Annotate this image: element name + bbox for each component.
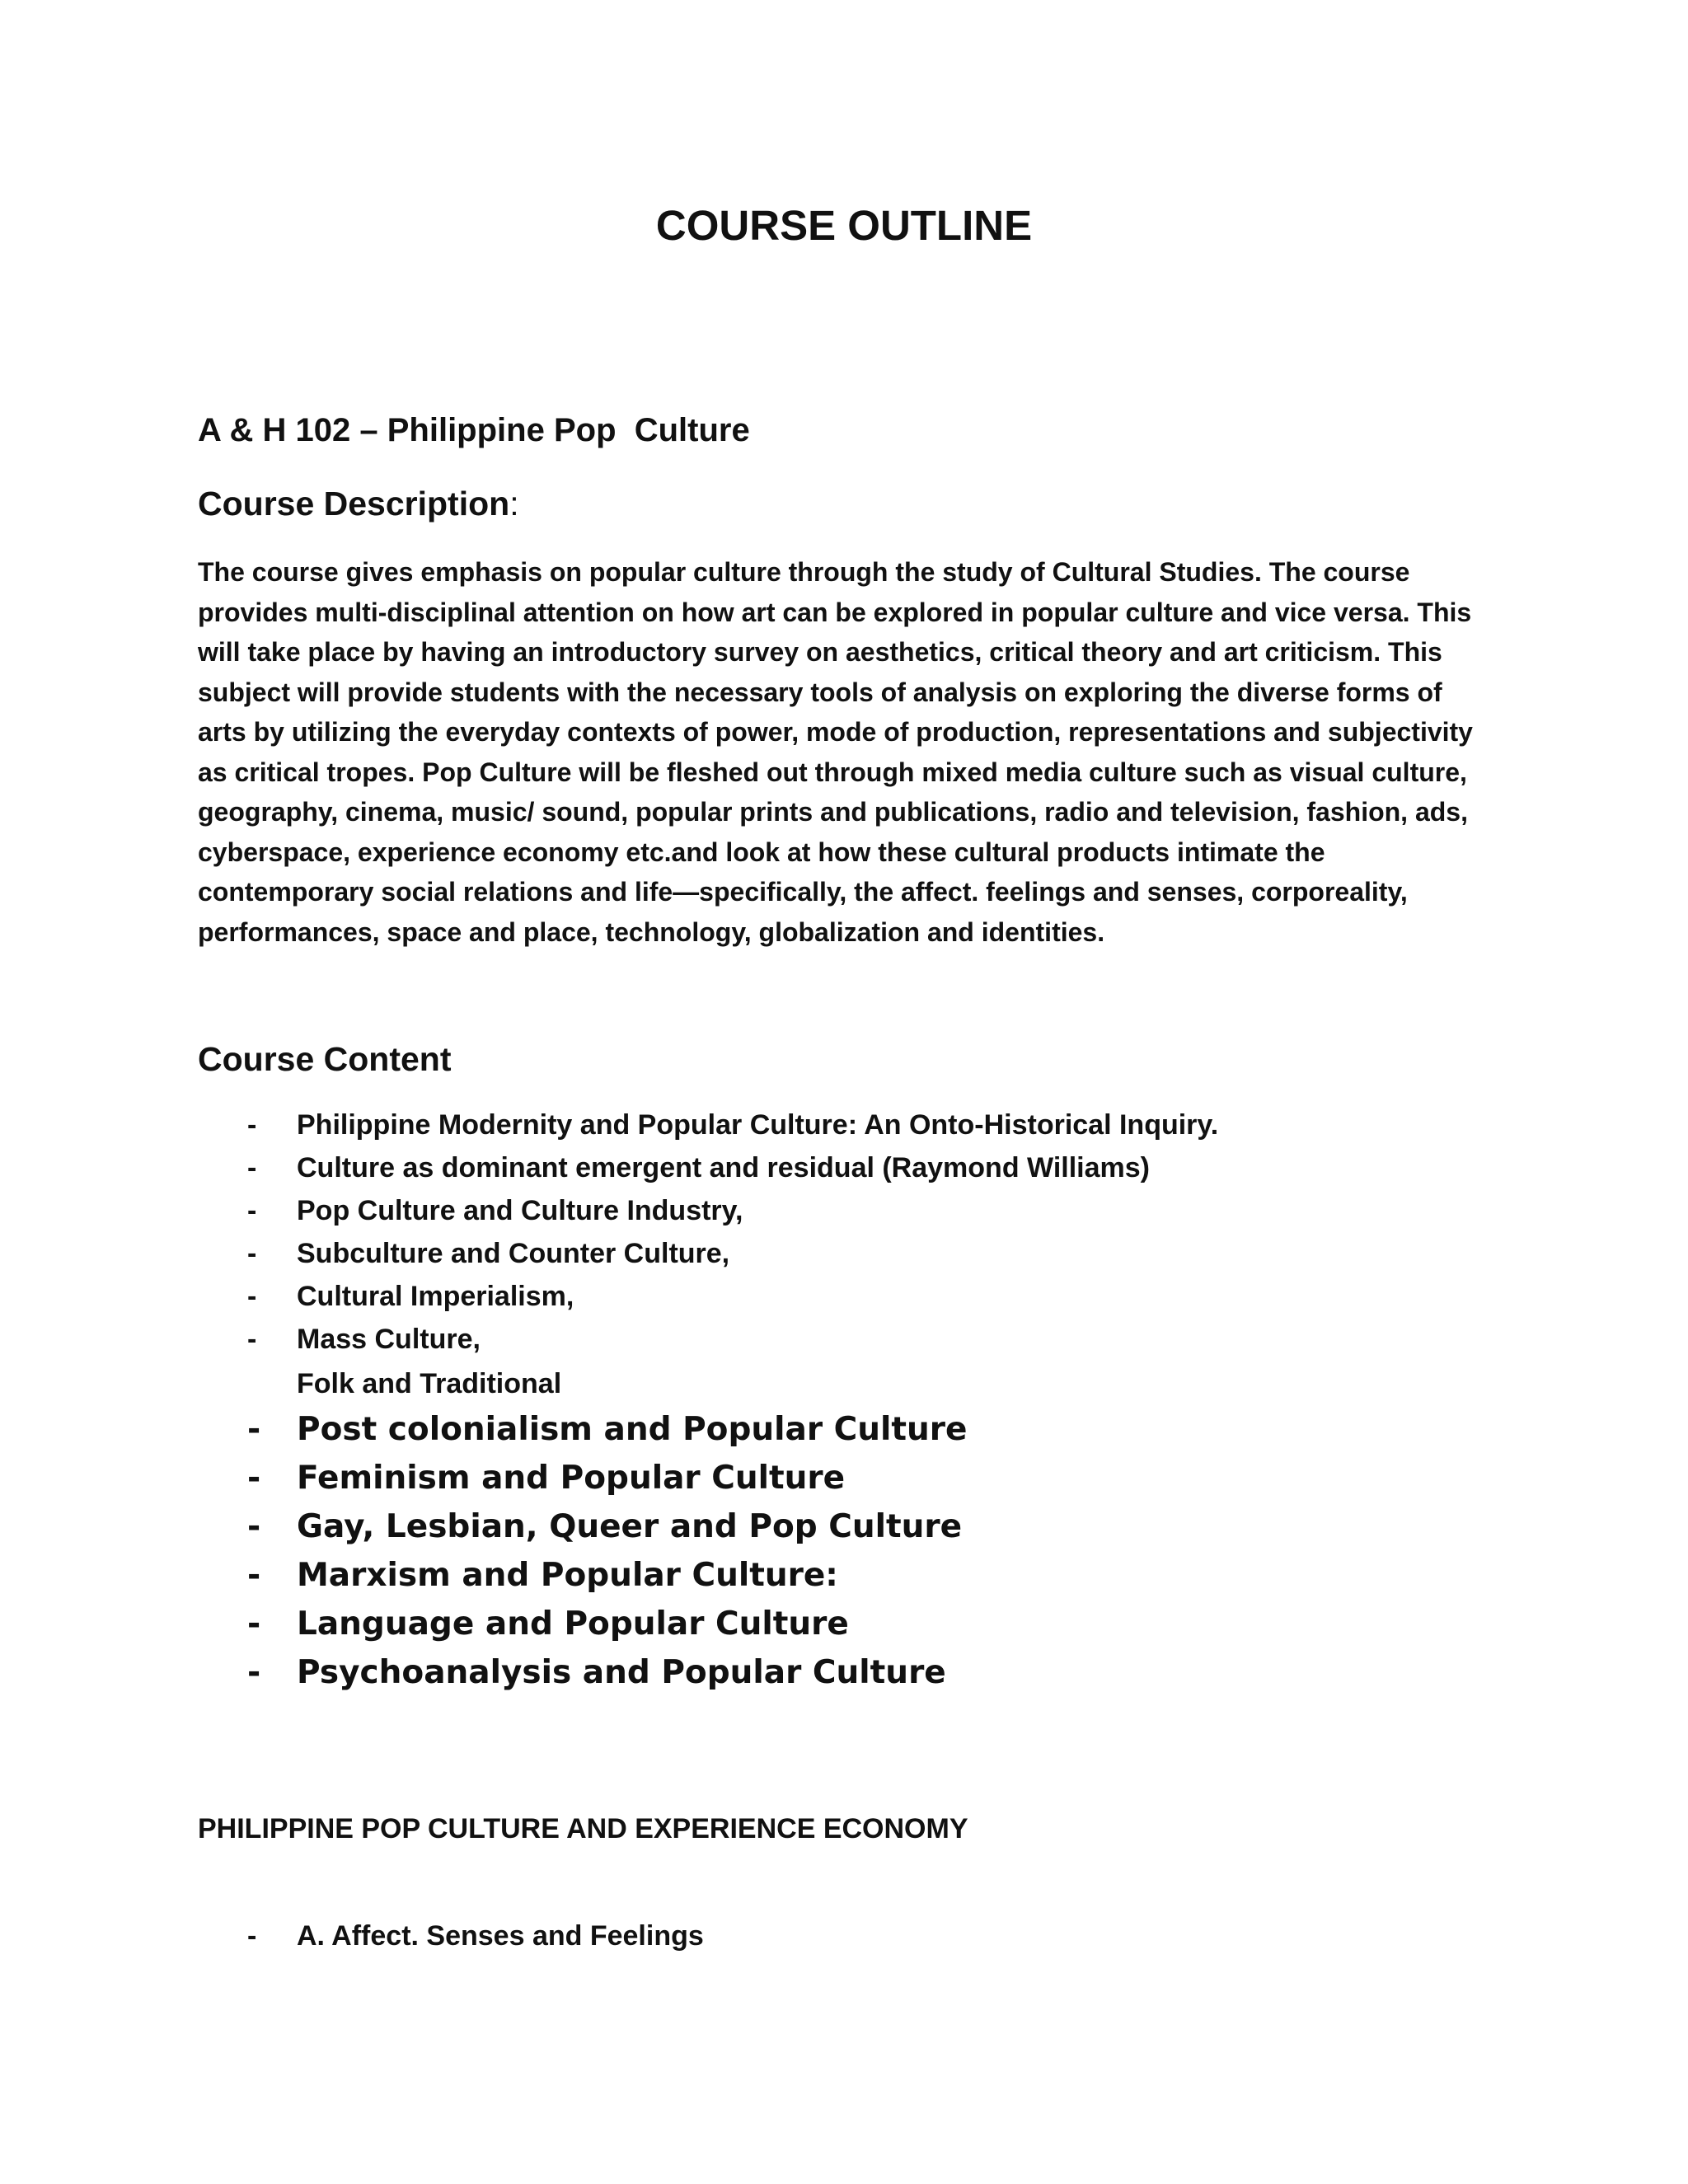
list-item-text: Psychoanalysis and Popular Culture [297,1654,946,1691]
course-code-heading: A & H 102 – Philippine Pop Culture [198,412,750,448]
list-bullet: - [247,1605,261,1643]
course-description-label: Course Description [198,485,510,523]
page-title: COURSE OUTLINE [655,202,1033,249]
list-item-text: Feminism and Popular Culture [297,1460,846,1497]
list-item-text: Pop Culture and Culture Industry, [297,1195,743,1226]
experience-economy-heading: PHILIPPINE POP CULTURE AND EXPERIENCE ECONOMY [198,1813,968,1844]
list-bullet: - [247,1238,257,1269]
list-bullet: - [247,1460,261,1497]
list-item-text: Subculture and Counter Culture, [297,1238,730,1269]
list-bullet: - [247,1920,257,1952]
list-item-text: Post colonialism and Popular Culture [297,1411,968,1448]
list-item-text: Culture as dominant emergent and residual (Raymond Williams) [297,1152,1150,1183]
list-bullet: - [247,1508,261,1545]
list-bullet: - [247,1654,261,1691]
list-bullet: - [247,1324,257,1355]
list-item-text: A. Affect. Senses and Feelings [297,1920,704,1952]
list-bullet: - [247,1411,261,1448]
list-bullet: - [247,1281,257,1312]
list-item-text: Marxism and Popular Culture: [297,1557,838,1594]
course-description-text: The course gives emphasis on popular culture through the study of Cultural Studies. The course provides multi-disciplinal attention on how art can be explored in popular culture and vice versa. This will take place by having an introductory survey on aesthetics, critical theory and art criticism. This subject will provide students with the necessary tools of analysis on exploring the diverse forms of arts by utilizing the everyday contexts of power, mode of production, representations and subjectivity as critical tropes. Pop Culture will be fleshed out through mixed media culture such as visual culture, geography, cinema, music/ sound, popular prints and publications, radio and television, fashion, ads, cyberspace, experience economy etc.and look at how these cultural products intimate the contemporary social relations and life—specifically, the affect. feelings and senses, corporeality, performances, space and place, technology, globalization and identities. [198,557,1473,947]
list-item-text: Philippine Modernity and Popular Culture: An Onto-Historical Inquiry. [297,1109,1219,1141]
list-item-text: Mass Culture, [297,1324,481,1355]
list-bullet: - [247,1152,257,1183]
list-item-text: Folk and Traditional [297,1368,562,1399]
course-content-heading: Course Content [198,1040,452,1078]
list-item-text: Gay, Lesbian, Queer and Pop Culture [297,1508,963,1545]
list-item-text: Cultural Imperialism, [297,1281,574,1312]
list-bullet: - [247,1109,257,1141]
course-description-colon: : [509,485,519,523]
list-bullet: - [247,1557,261,1594]
course-description-heading [198,485,519,523]
list-bullet: - [247,1195,257,1226]
list-item-text: Language and Popular Culture [297,1605,849,1643]
